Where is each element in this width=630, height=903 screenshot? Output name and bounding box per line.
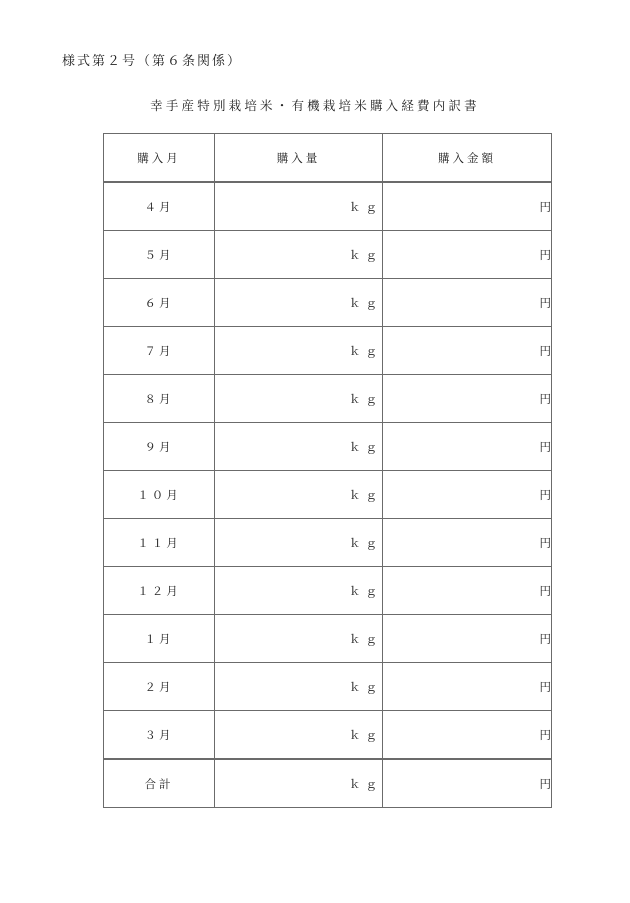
month-cell: ７月: [104, 327, 215, 375]
amount-cell[interactable]: 円: [383, 231, 552, 279]
month-cell: ６月: [104, 279, 215, 327]
table-row: [104, 375, 552, 423]
header-purchase-amount: 購入金額: [383, 134, 552, 183]
quantity-cell[interactable]: ｋｇ: [215, 375, 383, 423]
document-title: 幸手産特別栽培米・有機栽培米購入経費内訳書: [150, 98, 480, 113]
month-cell: ８月: [104, 375, 215, 423]
month-cell: ９月: [104, 423, 215, 471]
month-cell: ３月: [104, 711, 215, 760]
table-row: [104, 711, 552, 760]
month-cell: １０月: [104, 471, 215, 519]
table-row: [104, 615, 552, 663]
table-row: [104, 182, 552, 231]
amount-cell[interactable]: 円: [383, 519, 552, 567]
table-row: [104, 423, 552, 471]
amount-cell[interactable]: 円: [383, 375, 552, 423]
quantity-cell[interactable]: ｋｇ: [215, 279, 383, 327]
table-row: [104, 231, 552, 279]
amount-cell[interactable]: 円: [383, 615, 552, 663]
month-cell: ４月: [104, 182, 215, 231]
quantity-cell[interactable]: ｋｇ: [215, 327, 383, 375]
total-quantity-cell[interactable]: ｋｇ: [215, 759, 383, 808]
amount-cell[interactable]: 円: [383, 663, 552, 711]
quantity-cell[interactable]: ｋｇ: [215, 519, 383, 567]
amount-cell[interactable]: 円: [383, 327, 552, 375]
amount-cell[interactable]: 円: [383, 567, 552, 615]
amount-cell[interactable]: 円: [383, 711, 552, 760]
table-row: [104, 471, 552, 519]
quantity-cell[interactable]: ｋｇ: [215, 615, 383, 663]
month-cell: １月: [104, 615, 215, 663]
header-purchase-month: 購入月: [104, 134, 215, 183]
quantity-cell[interactable]: ｋｇ: [215, 182, 383, 231]
table-header-row: [104, 134, 552, 183]
quantity-cell[interactable]: ｋｇ: [215, 231, 383, 279]
quantity-cell[interactable]: ｋｇ: [215, 711, 383, 760]
form-number-label: 様式第２号（第６条関係）: [62, 54, 243, 69]
table-row: [104, 567, 552, 615]
amount-cell[interactable]: 円: [383, 279, 552, 327]
amount-cell[interactable]: 円: [383, 423, 552, 471]
quantity-cell[interactable]: ｋｇ: [215, 567, 383, 615]
table-row: [104, 519, 552, 567]
table-row: [104, 327, 552, 375]
table-row: [104, 663, 552, 711]
purchase-breakdown-table: [103, 133, 552, 808]
total-row: [104, 759, 552, 808]
total-label: 合計: [104, 759, 215, 808]
quantity-cell[interactable]: ｋｇ: [215, 423, 383, 471]
month-cell: ５月: [104, 231, 215, 279]
header-purchase-quantity: 購入量: [215, 134, 383, 183]
amount-cell[interactable]: 円: [383, 471, 552, 519]
total-amount-cell[interactable]: 円: [383, 759, 552, 808]
quantity-cell[interactable]: ｋｇ: [215, 471, 383, 519]
month-cell: ２月: [104, 663, 215, 711]
month-cell: １１月: [104, 519, 215, 567]
amount-cell[interactable]: 円: [383, 182, 552, 231]
month-cell: １２月: [104, 567, 215, 615]
quantity-cell[interactable]: ｋｇ: [215, 663, 383, 711]
table-row: [104, 279, 552, 327]
